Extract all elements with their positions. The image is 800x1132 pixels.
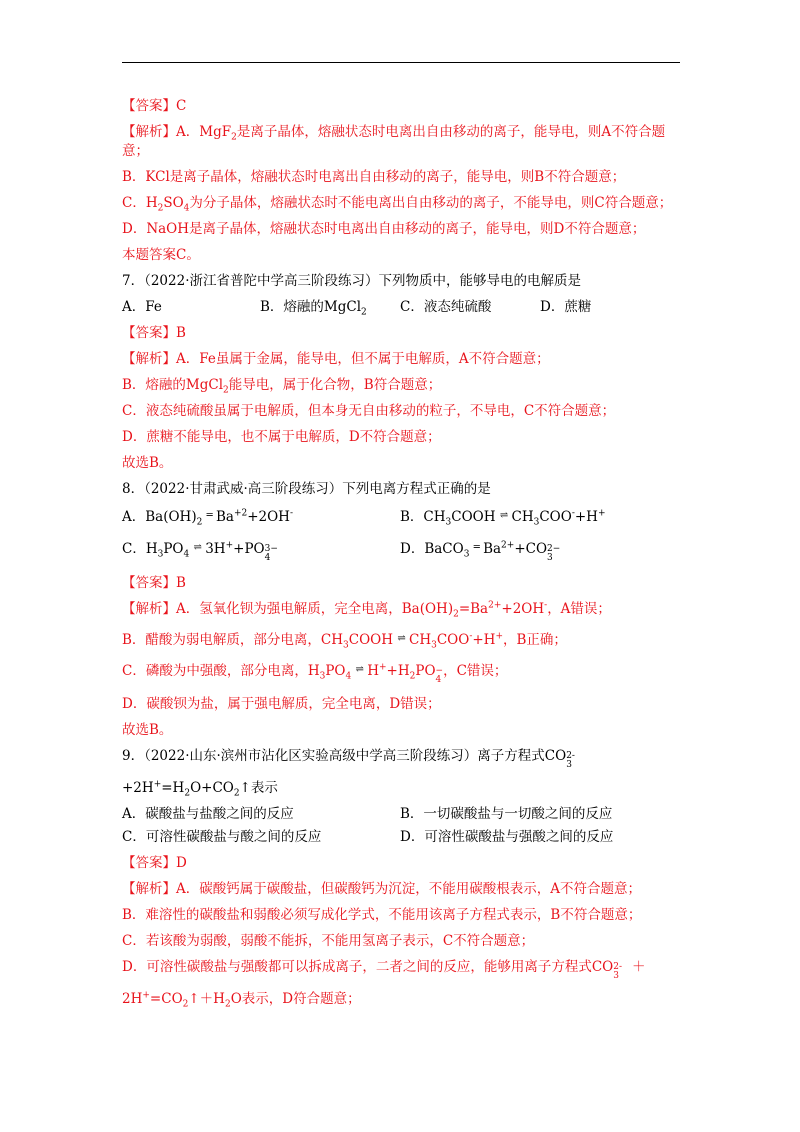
q9-analysis-e: $2H^+=CO_2↑+H_2O$表示，D符合题意； (122, 990, 361, 1010)
reversible-arrow-icon: ⇌ (499, 510, 508, 521)
q7-analysis-c: C．液态纯硫酸虽属于电解质，但本身无自由移动的粒子，不导电，C不符合题意； (122, 403, 616, 419)
q7-stem: 7．（2022·浙江省普陀中学高三阶段练习）下列物质中，能够导电的电解质是 (122, 273, 581, 289)
q6-analysis-b: B．KCl是离子晶体，熔融状态时电离出自由移动的离子，能导电，则B不符合题意； (122, 169, 626, 185)
q8-analysis-b: B．醋酸为弱电解质，部分电离，$CH_3COOH$ ⇌ $CH_3COO^-+H^+$，B正确； (122, 631, 567, 651)
q9-option-c: C．可溶性碳酸盐与酸之间的反应 (122, 829, 322, 845)
q8-options-row2 (122, 538, 692, 563)
q7-answer: 【答案】B (122, 325, 186, 341)
equal-sign-icon: ═ (473, 542, 479, 553)
q8-stem: 8．（2022·甘肃武威·高三阶段练习）下列电离方程式正确的是 (122, 481, 491, 497)
q8-answer: 【答案】B (122, 575, 186, 591)
q7-analysis-a: 【解析】A．Fe虽属于金属，能导电，但不属于电解质，A不符合题意； (122, 351, 550, 367)
q7-analysis-d: D．蔗糖不能导电，也不属于电解质，D不符合题意； (122, 429, 441, 445)
q7-option-d: D．蔗糖 (540, 299, 592, 315)
q9-options-row1 (122, 805, 692, 824)
q8-analysis-a: 【解析】A．氢氧化钡为强电解质，完全电离，$Ba(OH)_2=Ba^{2+}+2OH^-$，A错误； (122, 600, 611, 620)
q9-analysis-d: D．可溶性碳酸盐与强酸都可以拆成离子，二者之间的反应，能够用离子方程式CO2- 3＋ (122, 959, 646, 981)
worksheet-body (122, 97, 692, 1016)
q9-analysis-c: C．若该酸为弱酸，弱酸不能拆，不能用氢离子表示，C不符合题意； (122, 933, 535, 949)
q9-answer: 【答案】D (122, 855, 187, 871)
q9-analysis-b: B．难溶性的碳酸盐和弱酸必须写成化学式，不能用该离子方程式表示，B不符合题意； (122, 907, 642, 923)
q6-analysis-end: 本题答案C。 (122, 247, 200, 263)
q9-option-a: A．碳酸盐与盐酸之间的反应 (122, 806, 294, 822)
q9-option-d: D．可溶性碳酸盐与强酸之间的反应 (400, 829, 614, 845)
q9-options-row2 (122, 828, 692, 847)
q8-analysis-c: C．磷酸为中强酸，部分电离，$H_3PO_4$ ⇌ $H^++H_2PO-$ 4，C错误； (122, 662, 508, 685)
q9-stem-line2: $+2H^+=H_2O+CO_2↑$表示 (122, 779, 278, 799)
q8-options-row1 (122, 506, 692, 527)
q8-analysis-end: 故选B。 (122, 722, 173, 738)
reversible-arrow-icon: ⇌ (397, 633, 405, 644)
q6-analysis-d: D．NaOH是离子晶体，熔融状态时电离出自由移动的离子，能导电，则D不符合题意； (122, 221, 646, 237)
q8-option-c: C．$H_3PO_4$ ⇌ 3H++PO3− 4 (122, 540, 278, 563)
q8-analysis-d: D．碳酸钡为盐，属于强电解质，完全电离，D错误； (122, 696, 441, 712)
q9-option-b: B．一切碳酸盐与一切酸之间的反应 (400, 806, 613, 822)
equal-sign-icon: ═ (206, 510, 212, 521)
q7-options (122, 298, 692, 317)
q6-analysis-a: 【解析】A．MgF$_2$是离子晶体，熔融状态时电离出自由移动的离子，能导电，则A不符合题意； (122, 124, 666, 159)
q7-option-c: C．液态纯硫酸 (400, 299, 492, 315)
q6-analysis-c: C．$H_2SO_4$为分子晶体，熔融状态时不能电离出自由移动的离子，不能导电，则C符合题意； (122, 195, 673, 214)
reversible-arrow-icon: ⇌ (193, 542, 201, 553)
q7-option-b: B．熔融的MgCl$_2$ (260, 299, 367, 318)
q7-option-a: A．Fe (122, 299, 162, 315)
header-rule (122, 62, 680, 63)
reversible-arrow-icon: ⇌ (355, 664, 363, 675)
q7-analysis-b: B．熔融的MgCl$_2$能导电，属于化合物，B符合题意； (122, 377, 442, 396)
q7-analysis-end: 故选B。 (122, 455, 173, 471)
q8-option-d: D．BaCO$_3$ ═ $Ba^{2+}+CO2-$ 3 (400, 540, 561, 563)
q9-analysis-a: 【解析】A．碳酸钙属于碳酸盐，但碳酸钙为沉淀，不能用碳酸根表示，A不符合题意； (122, 881, 641, 897)
q9-stem-line1: 9．（2022·山东·滨州市沾化区实验高级中学高三阶段练习）离子方程式CO2- 3 (122, 748, 575, 770)
q8-option-b: B．$CH_3COOH$ ⇌ $CH_3COO^-+H^+$ (400, 508, 606, 528)
q8-option-a: A．$Ba(OH)_2$ ═ $Ba^{+2}+2OH^-$ (122, 508, 294, 528)
q6-answer: 【答案】C (122, 98, 187, 114)
